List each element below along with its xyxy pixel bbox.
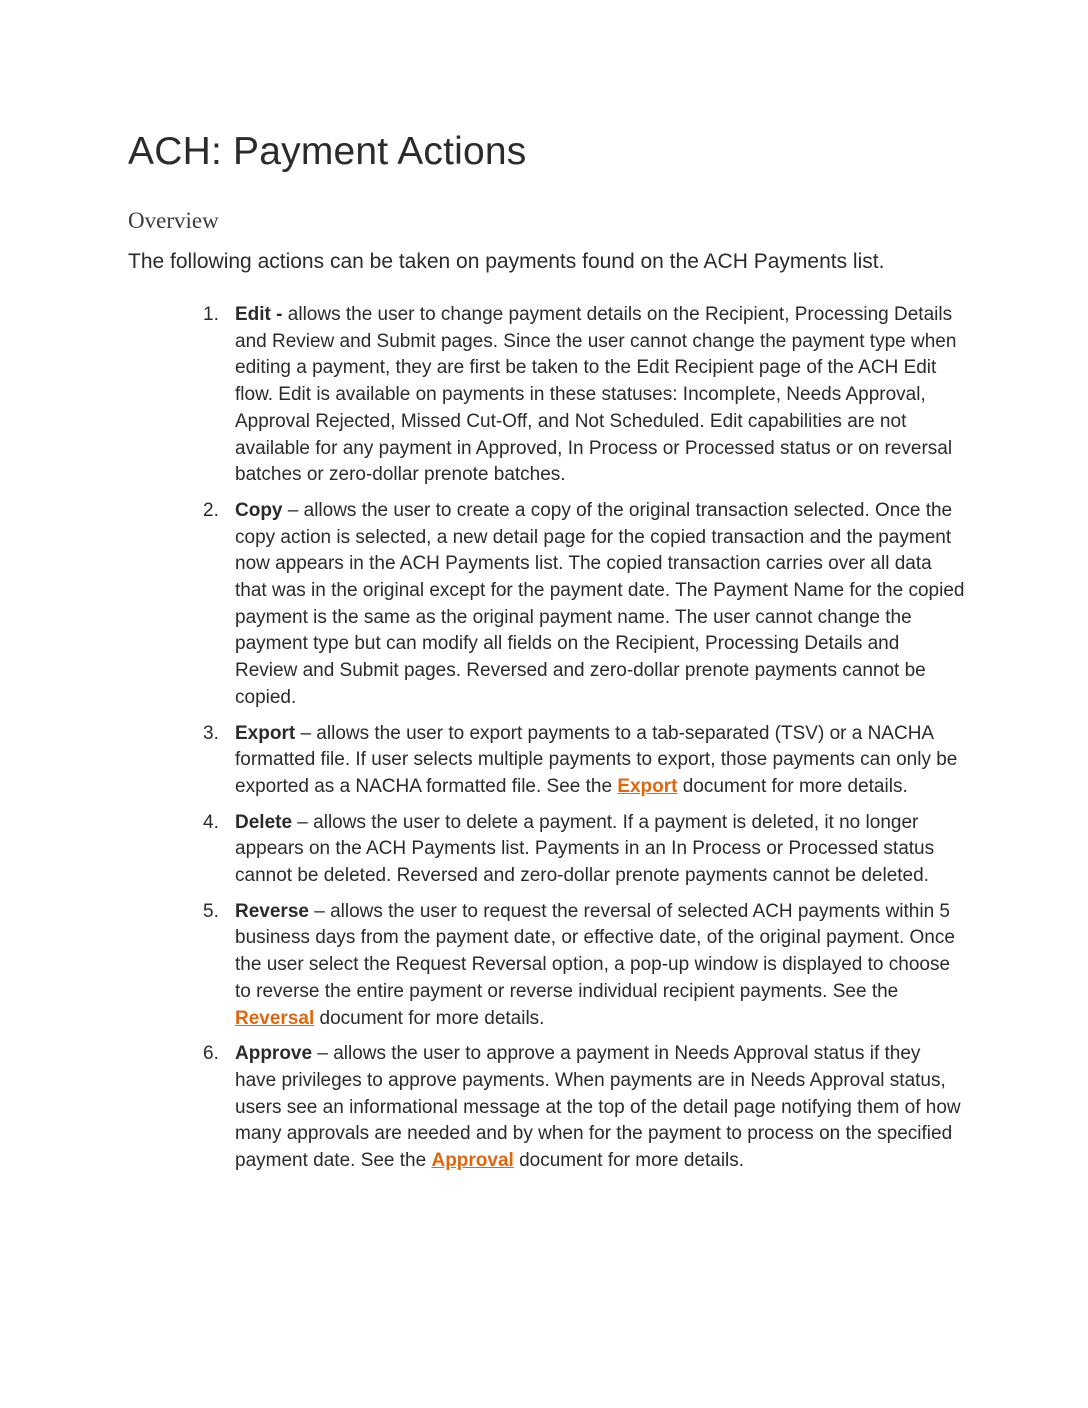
- list-item-reverse: [0, 899, 1088, 1033]
- intro-paragraph: The following actions can be taken on payments found on the ACH Payments list.: [128, 250, 885, 273]
- action-term-copy: Copy: [235, 499, 283, 521]
- export-document-link[interactable]: Export: [617, 775, 678, 797]
- payment-actions-list: [0, 302, 1088, 1184]
- list-item-export: [0, 721, 1088, 801]
- list-item-body: [235, 498, 965, 712]
- list-item-body: [235, 721, 965, 801]
- action-term-approve: Approve: [235, 1043, 313, 1065]
- reversal-document-link[interactable]: Reversal: [235, 1007, 315, 1029]
- list-item-body: [235, 899, 965, 1033]
- list-item-number: 2.: [203, 499, 219, 521]
- action-description-end: document for more details.: [677, 775, 908, 797]
- action-description-end: document for more details.: [314, 1007, 545, 1029]
- action-term-delete: Delete: [235, 811, 293, 833]
- list-item-body: [235, 1041, 965, 1175]
- page-title: ACH: Payment Actions: [128, 130, 527, 173]
- action-description-end: document for more details.: [513, 1150, 745, 1172]
- list-item-body: [235, 810, 965, 890]
- list-item-number: 6.: [203, 1043, 219, 1065]
- action-term-reverse: Reverse: [235, 900, 309, 922]
- approval-document-link[interactable]: Approval: [431, 1150, 514, 1172]
- list-item-copy: [0, 498, 1088, 712]
- action-term-edit: Edit -: [235, 304, 283, 325]
- action-term-export: Export: [235, 722, 296, 744]
- action-description: allows the user to change payment details on the Recipient, Processing Details and Review and Submit pages. Since the user cannot change the payment type when editing a payment, they are first be taken to the Edit Recipient page of the ACH Edit flow. Edit is available on payments in these statuses: Incomplete, Needs Approval, Approval Rejected, Missed Cut-Off, and Not Scheduled. Edit capabilities are not available for any payment in Approved, In Process or Processed status or on reversal batches or zero-dollar prenote batches.: [235, 304, 957, 486]
- action-description: – allows the user to create a copy of the original transaction selected. Once the copy action is selected, a new detail page for the copied transaction and the payment now appears in the ACH Payments list. The copied transaction carries over all data that was in the original except for the payment date. The Payment Name for the copied payment is the same as the original payment name. The user cannot change the payment type but can modify all fields on the Recipient, Processing Details and Review and Submit pages. Reversed and zero-dollar prenote payments cannot be copied.: [235, 499, 965, 708]
- list-item-edit: [0, 302, 1088, 489]
- action-description: – allows the user to request the reversal of selected ACH payments within 5 business days from the payment date, or effective date, of the original payment. Once the user select the Request Reversal option, a pop-up window is displayed to choose to reverse the entire payment or reverse individual recipient payments. See the: [235, 900, 955, 1002]
- action-description: – allows the user to export payments to a tab-separated (TSV) or a NACHA formatted file. If user selects multiple payments to export, those payments can only be exported as a NACHA formatted file. See the: [235, 722, 958, 797]
- list-item-number: 4.: [203, 811, 219, 833]
- list-item-number: 5.: [203, 900, 219, 922]
- section-heading-overview: Overview: [128, 208, 219, 233]
- list-item-approve: [0, 1041, 1088, 1175]
- list-item-number: 1.: [203, 304, 219, 325]
- action-description: – allows the user to delete a payment. If a payment is deleted, it no longer appears on the ACH Payments list. Payments in an In Process or Processed status cannot be deleted. Reversed and zero-dollar prenote payments cannot be deleted.: [235, 811, 935, 887]
- list-item-delete: [0, 810, 1088, 890]
- action-description: – allows the user to approve a payment in Needs Approval status if they have privileges to approve payments. When payments are in Needs Approval status, users see an informational message at the top of the detail page notifying them of how many approvals are needed and by when for the payment to process on the specified payment date. See the: [235, 1043, 961, 1172]
- list-item-number: 3.: [203, 722, 219, 744]
- list-item-body: [235, 302, 965, 489]
